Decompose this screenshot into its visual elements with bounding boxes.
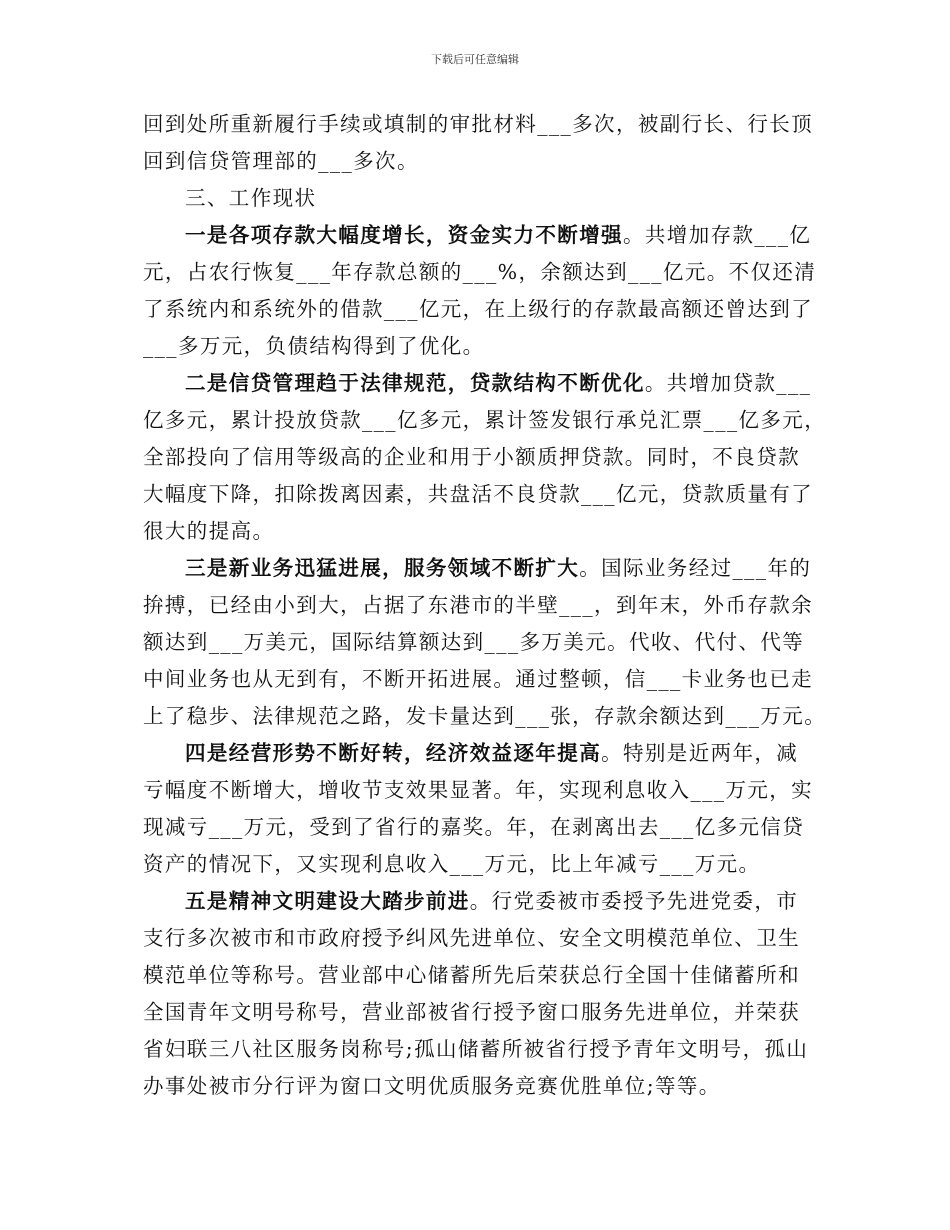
text-line bbox=[143, 1068, 815, 1105]
text-line bbox=[143, 698, 827, 735]
paragraph-lead: 一是各项存款大幅度增长，资金实力不断增强 bbox=[185, 223, 623, 247]
text-line bbox=[143, 513, 815, 550]
line-text: 。行党委被市委授予先进党委，市 bbox=[469, 889, 799, 913]
line-text: 很大的提高。 bbox=[143, 519, 275, 543]
paragraph-lead: 三是新业务迅猛进展，服务领域不断扩大 bbox=[185, 556, 580, 580]
text-line bbox=[143, 1031, 815, 1068]
text-line bbox=[143, 809, 815, 846]
line-text: 。特别是近两年，减 bbox=[601, 741, 799, 765]
line-text: 。国际业务经过___年的 bbox=[579, 556, 812, 580]
paragraph-lead: 四是经营形势不断好转，经济效益逐年提高 bbox=[185, 741, 602, 765]
paragraph-lead: 二是信贷管理趋于法律规范，贷款结构不断优化 bbox=[185, 371, 645, 395]
paragraph-lead: 五是精神文明建设大踏步前进 bbox=[185, 889, 470, 913]
line-text: 回到信贷管理部的___多次。 bbox=[143, 149, 419, 173]
line-text: 额达到___万美元，国际结算额达到___多万美元。代收、代付、代等 bbox=[143, 630, 805, 654]
line-text: 。共增加存款___亿 bbox=[623, 223, 812, 247]
line-text: 上了稳步、法律规范之路，发卡量达到___张，存款余额达到___万元。 bbox=[143, 704, 827, 728]
text-line bbox=[143, 994, 815, 1031]
text-line bbox=[143, 661, 815, 698]
heading-text: 三、工作现状 bbox=[185, 186, 317, 210]
line-text: 亿多元，累计投放贷款___亿多元，累计签发银行承兑汇票___亿多元， bbox=[143, 408, 827, 432]
line-text: 支行多次被市和市政府授予纠风先进单位、安全文明模范单位、卫生 bbox=[143, 926, 800, 950]
line-text: 全部投向了信用等级高的企业和用于小额质押贷款。同时，不良贷款 bbox=[143, 445, 800, 469]
line-text: 模范单位等称号。营业部中心储蓄所先后荣获总行全国十佳储蓄所和 bbox=[143, 963, 800, 987]
text-line bbox=[143, 328, 815, 365]
text-line bbox=[143, 143, 815, 180]
line-text: 大幅度下降，扣除拨离因素，共盘活不良贷款___亿元，贷款质量有了 bbox=[143, 482, 814, 506]
paragraph-start-2 bbox=[143, 365, 815, 402]
line-text: 了系统内和系统外的借款___亿元，在上级行的存款最高额还曾达到了 bbox=[143, 297, 814, 321]
text-line bbox=[143, 920, 815, 957]
line-text: 。共增加贷款___ bbox=[644, 371, 812, 395]
text-line bbox=[143, 254, 815, 291]
line-text: ___多万元，负债结构得到了优化。 bbox=[143, 334, 485, 358]
section-heading bbox=[143, 180, 815, 217]
text-line bbox=[143, 772, 815, 809]
paragraph-start-5 bbox=[143, 883, 815, 920]
line-text: 亏幅度不断增大，增收节支效果显著。年，实现利息收入___万元，实 bbox=[143, 778, 814, 802]
text-line bbox=[143, 106, 815, 143]
line-text: 全国青年文明号称号，营业部被省行授予窗口服务先进单位，并荣获 bbox=[143, 1000, 800, 1024]
text-line bbox=[143, 476, 815, 513]
text-line bbox=[143, 624, 815, 661]
line-text: 省妇联三八社区服务岗称号;孤山储蓄所被省行授予青年文明号，孤山 bbox=[143, 1037, 809, 1061]
line-text: 中间业务也从无到有，不断开拓进展。通过整顿，信___卡业务也已走 bbox=[143, 667, 814, 691]
text-line bbox=[143, 957, 815, 994]
paragraph-start-4 bbox=[143, 735, 815, 772]
text-line bbox=[143, 402, 827, 439]
line-text: 回到处所重新履行手续或填制的审批材料___多次，被副行长、行长顶 bbox=[143, 112, 814, 136]
page-header: 下载后可任意编辑 bbox=[431, 53, 519, 66]
text-line bbox=[143, 846, 815, 883]
line-text: 现减亏___万元，受到了省行的嘉奖。年，在剥离出去___亿多元信贷 bbox=[143, 815, 805, 839]
line-text: 拚搏，已经由小到大，占据了东港市的半壁___，到年末，外币存款余 bbox=[143, 593, 814, 617]
text-line bbox=[143, 439, 815, 476]
paragraph-start-3 bbox=[143, 550, 815, 587]
paragraph-start-1 bbox=[143, 217, 815, 254]
text-line bbox=[143, 291, 815, 328]
text-line bbox=[143, 587, 815, 624]
document-body bbox=[143, 106, 827, 1105]
line-text: 元，占农行恢复___年存款总额的___%，余额达到___亿元。不仅还清 bbox=[143, 260, 817, 284]
line-text: 资产的情况下，又实现利息收入___万元，比上年减亏___万元。 bbox=[143, 852, 761, 876]
line-text: 办事处被市分行评为窗口文明优质服务竞赛优胜单位;等等。 bbox=[143, 1074, 721, 1098]
